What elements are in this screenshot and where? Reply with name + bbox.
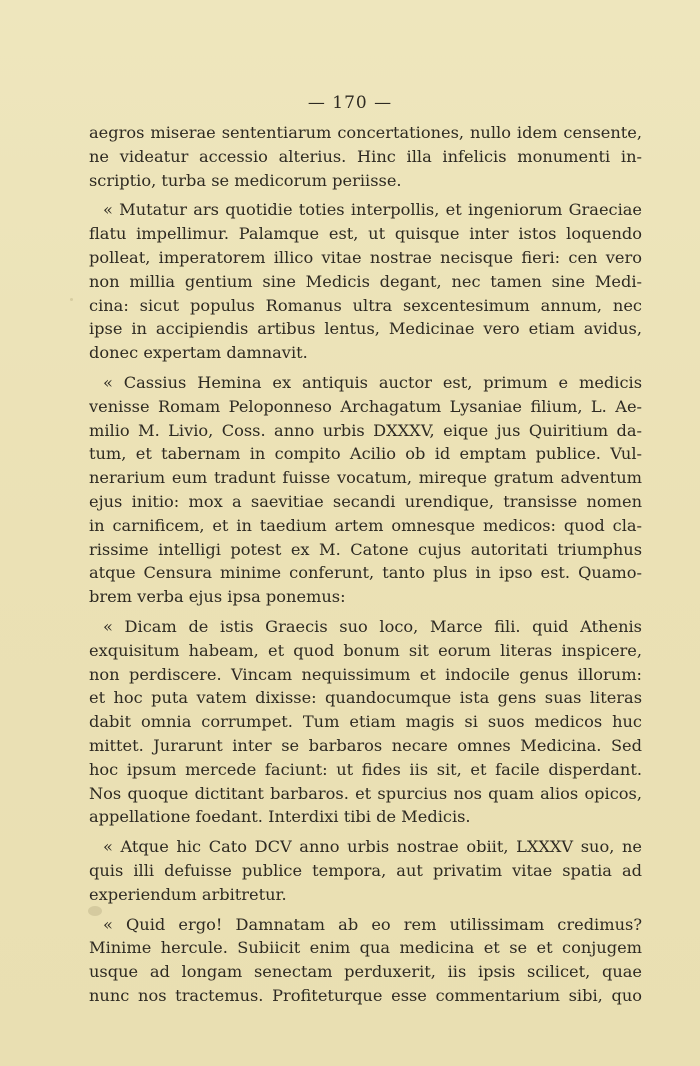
text-line: flatu impellimur. Palamque est, ut quisque inter istos loquendo xyxy=(89,224,642,244)
text-line: Nos quoque dictitant barbaros. et spurcius nos quam alios opicos, xyxy=(89,783,642,803)
paragraph xyxy=(89,121,642,192)
text-line: mittet. Jurarunt inter se barbaros necare omnes Medicina. Sed xyxy=(89,735,642,755)
text-line: exquisitum habeam, et quod bonum sit eorum literas inspicere, xyxy=(89,640,642,660)
text-line: usque ad longam senectam perduxerit, iis ipsis scilicet, quae xyxy=(89,962,642,982)
text-line: dabit omnia corrumpet. Tum etiam magis si suos medicos huc xyxy=(89,712,642,732)
text-line: tum, et tabernam in compito Acilio ob id emptam publice. Vul- xyxy=(89,444,642,464)
ink-spot xyxy=(70,298,73,301)
text-line: non millia gentium sine Medicis degant, nec tamen sine Medi- xyxy=(89,271,642,291)
text-line: venisse Romam Peloponneso Archagatum Lysaniae filium, L. Ae- xyxy=(89,396,642,416)
text-line: ejus initio: mox a saevitiae secandi urendique, transisse nomen xyxy=(89,491,642,511)
text-line: nunc nos tractemus. Profiteturque esse commentarium sibi, quo xyxy=(89,985,642,1005)
text-line: donec expertam damnavit. xyxy=(89,343,308,363)
text-line: polleat, imperatorem illico vitae nostrae necisque fieri: cen vero xyxy=(89,247,642,267)
paragraph xyxy=(89,198,642,365)
text-line: « Atque hic Cato DCV anno urbis nostrae obiit, LXXXV suo, ne xyxy=(103,837,642,857)
paragraph xyxy=(89,615,642,829)
paragraph xyxy=(89,835,642,906)
text-line: nerarium eum tradunt fuisse vocatum, mireque gratum adventum xyxy=(89,468,642,488)
text-line: « Dicam de istis Graecis suo loco, Marce fili. quid Athenis xyxy=(103,616,642,636)
text-line: ipse in accipiendis artibus lentus, Medicinae vero etiam avidus, xyxy=(89,319,642,339)
text-line: appellatione foedant. Interdixi tibi de Medicis. xyxy=(89,807,471,827)
text-line: brem verba ejus ipsa ponemus: xyxy=(89,587,346,607)
body-text xyxy=(89,121,642,1014)
text-line: milio M. Livio, Coss. anno urbis DXXXV, eique jus Quiritium da- xyxy=(89,420,642,440)
text-line: quis illi defuisse publice tempora, aut privatim vitae spatia ad xyxy=(89,860,642,880)
text-line: et hoc puta vatem dixisse: quandocumque ista gens suas literas xyxy=(89,688,642,708)
text-line: in carnificem, et in taedium artem omnesque medicos: quod cla- xyxy=(89,515,642,535)
text-line: aegros miserae sententiarum concertationes, nullo idem censente, xyxy=(89,123,642,142)
text-line: « Quid ergo! Damnatam ab eo rem utilissimam credimus? xyxy=(103,914,642,934)
text-line: « Cassius Hemina ex antiquis auctor est, primum e medicis xyxy=(103,372,642,392)
page-number: — 170 — xyxy=(307,93,393,113)
paragraph xyxy=(89,913,642,1008)
text-line: scriptio, turba se medicorum periisse. xyxy=(89,170,402,190)
text-line: hoc ipsum mercede faciunt: ut fides iis sit, et facile disperdant. xyxy=(89,759,642,779)
text-line: Minime hercule. Subiicit enim qua medicina et se et conjugem xyxy=(89,938,642,958)
text-line: « Mutatur ars quotidie toties interpollis, et ingeniorum Graeciae xyxy=(103,200,642,220)
text-line: cina: sicut populus Romanus ultra sexcentesimum annum, nec xyxy=(89,295,642,315)
text-line: ne videatur accessio alterius. Hinc illa infelicis monumenti in- xyxy=(89,146,642,166)
text-line: rissime intelligi potest ex M. Catone cujus autoritati triumphus xyxy=(89,539,642,559)
text-line: experiendum arbitretur. xyxy=(89,884,287,904)
text-line: non perdiscere. Vincam nequissimum et indocile genus illorum: xyxy=(89,664,642,684)
text-line: atque Censura minime conferunt, tanto plus in ipso est. Quamo- xyxy=(89,563,642,583)
paragraph xyxy=(89,371,642,609)
